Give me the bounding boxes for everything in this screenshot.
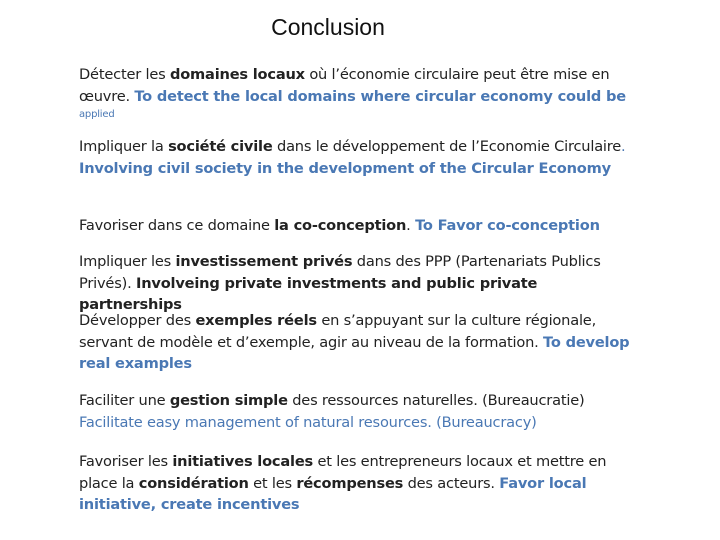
- text: Détecter les: [79, 66, 170, 83]
- bold-term: considération: [138, 474, 249, 492]
- text: dans le développement de l’Economie Circulaire: [272, 138, 622, 155]
- bold-term: société civile: [168, 138, 273, 155]
- english-translation: Involving civil society in the development of the Circular Economy: [79, 159, 611, 177]
- bold-term: exemples réels: [195, 312, 317, 329]
- paragraph-co-conception: [79, 215, 639, 237]
- text: Favoriser dans ce domaine: [79, 217, 275, 234]
- text: et les: [248, 474, 297, 492]
- dot: .: [621, 138, 626, 155]
- text: des ressources naturelles. (Bureaucratie): [287, 392, 585, 409]
- text: et les entrepreneurs locaux et mettre en place la: [79, 453, 607, 492]
- bold-term: domaines locaux: [169, 66, 305, 83]
- paragraph-simple-management: [79, 390, 639, 433]
- text: Impliquer la: [79, 138, 169, 155]
- text: des acteurs.: [403, 474, 500, 492]
- english-translation-small: applied: [79, 109, 115, 120]
- text: en s’appuyant sur la culture régionale, servant de modèle et d’exemple, agir au niveau de la formation.: [79, 312, 597, 351]
- bold-term: gestion simple: [169, 392, 288, 409]
- text: Faciliter une: [79, 392, 170, 409]
- text: Favoriser les: [79, 453, 173, 470]
- paragraph-domains: [79, 64, 639, 123]
- bold-term: investissement privés: [175, 253, 353, 270]
- text: Impliquer les: [79, 253, 176, 270]
- paragraph-private-investment: [79, 251, 639, 316]
- english-translation: Involveing private investments and public private partnerships: [79, 274, 538, 313]
- paragraph-real-examples: [79, 310, 639, 375]
- paragraph-local-initiatives: [79, 451, 639, 516]
- english-translation: Favor local initiative, create incentives: [79, 474, 587, 513]
- bold-term: initiatives locales: [172, 453, 314, 470]
- english-translation: To detect the local domains where circular economy could be: [134, 87, 626, 105]
- slide-title: Conclusion: [271, 14, 385, 40]
- english-translation: Facilitate easy management of natural resources. (Bureaucracy): [79, 413, 537, 431]
- bold-term: récompenses: [296, 474, 404, 492]
- text: .: [406, 217, 416, 234]
- bold-term: la co-conception: [274, 217, 407, 234]
- paragraph-civil-society: [79, 136, 639, 179]
- text: dans des PPP (Partenariats Publics Privés).: [79, 253, 601, 292]
- text: Développer des: [79, 312, 196, 329]
- text: où l’économie circulaire peut être mise en œuvre.: [79, 66, 610, 105]
- english-translation: To Favor co-conception: [415, 217, 600, 234]
- english-translation: To develop real examples: [79, 333, 630, 372]
